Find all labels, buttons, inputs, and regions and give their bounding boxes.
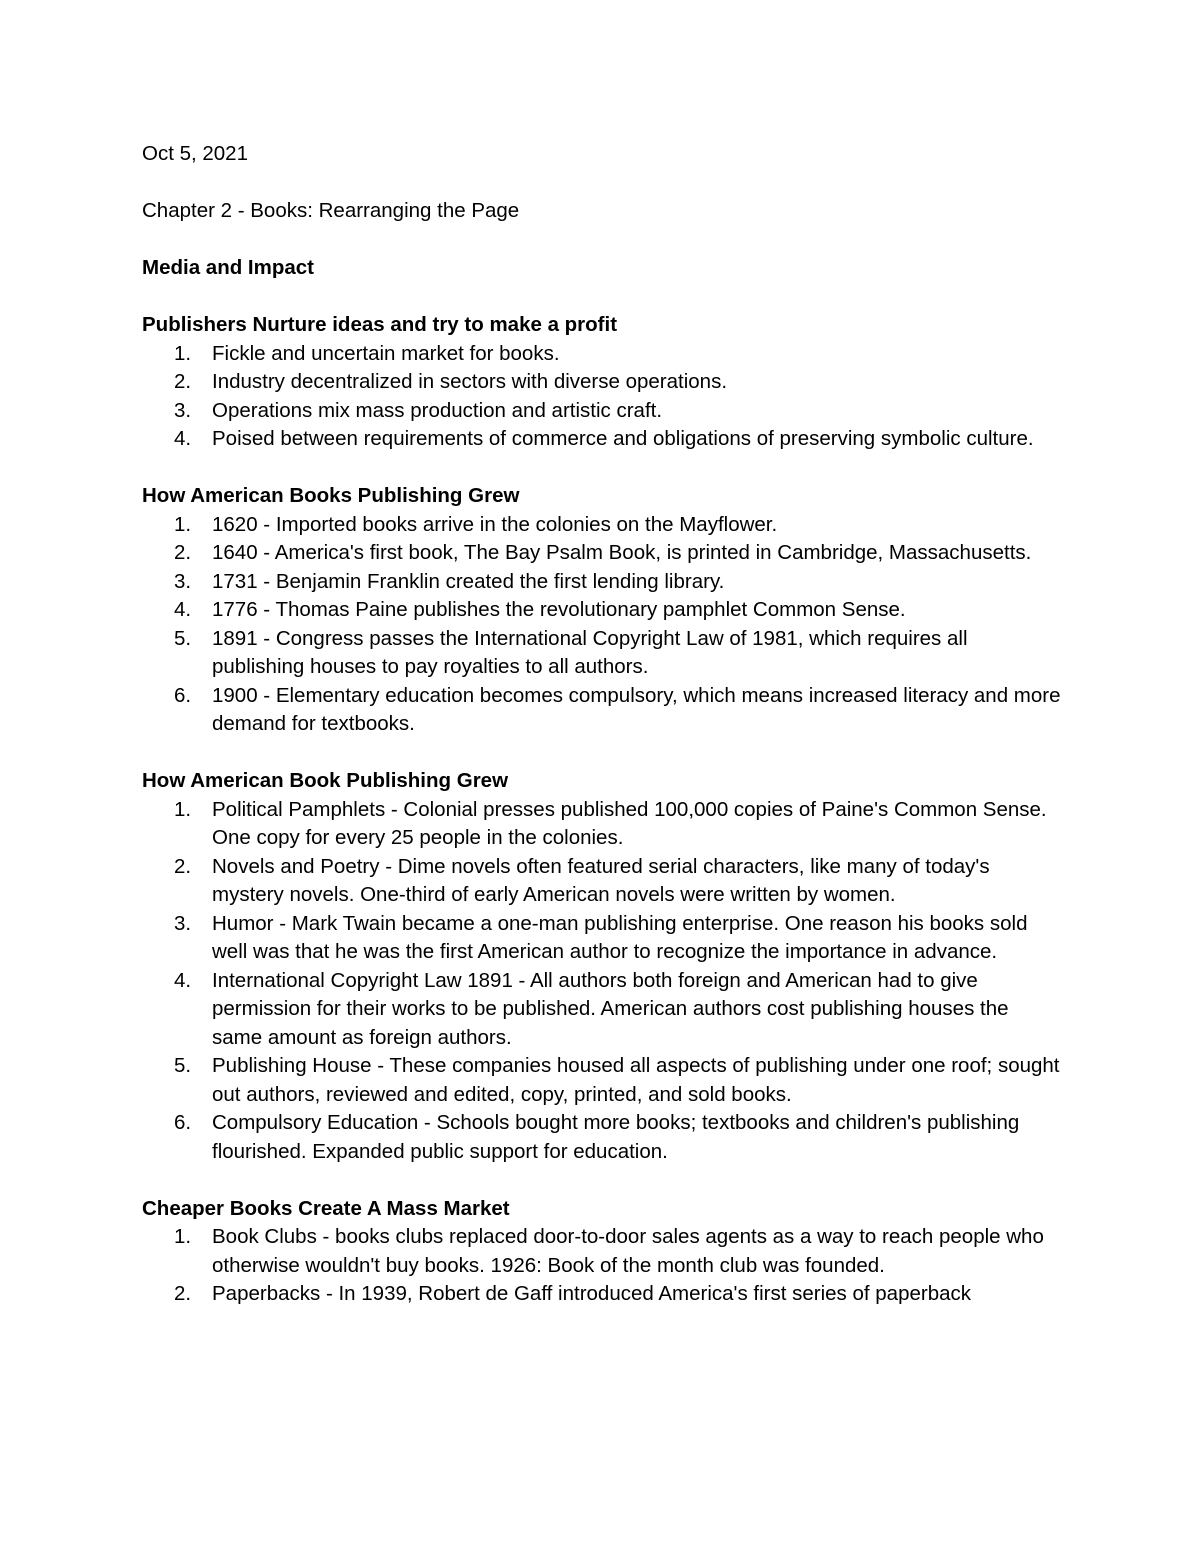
list-number: 1. — [174, 1225, 192, 1248]
list-number: 5. — [174, 1054, 192, 1077]
list-number: 1. — [174, 341, 192, 365]
list-item-text: 1891 - Congress passes the International Copyright Law of 1981, which requires all publishing houses to pay royalties to all authors. — [212, 626, 968, 678]
chapter-title: Chapter 2 - Books: Rearranging the Page — [142, 199, 520, 222]
list-item-text: 1640 - America's first book, The Bay Psalm Book, is printed in Cambridge, Massachusetts. — [212, 541, 1032, 564]
list-item-text: 1776 - Thomas Paine publishes the revolutionary pamphlet Common Sense. — [212, 598, 906, 621]
section-how-american-book-publishing-grew — [142, 767, 1062, 1166]
list-number: 5. — [174, 626, 192, 650]
list-item — [142, 397, 1062, 426]
list-item — [142, 539, 1062, 568]
section-how-american-books-publishing-grew — [142, 482, 1062, 739]
list-item — [142, 967, 1062, 1053]
list-item — [142, 682, 1062, 739]
list-item — [142, 425, 1062, 454]
document-date: Oct 5, 2021 — [142, 142, 248, 165]
numbered-list — [142, 511, 1062, 739]
list-item — [142, 1223, 1062, 1280]
list-number: 2. — [174, 370, 192, 393]
list-item-text: Publishing House - These companies housed all aspects of publishing under one roof; sought out authors, reviewed and edited, copy, printed, and sold books. — [212, 1054, 1060, 1106]
list-number: 6. — [174, 683, 192, 707]
list-item — [142, 596, 1062, 625]
list-item — [142, 340, 1062, 369]
list-item-text: Fickle and uncertain market for books. — [212, 341, 560, 365]
list-item — [142, 511, 1062, 540]
section-heading: How American Books Publishing Grew — [142, 484, 520, 507]
list-item — [142, 853, 1062, 910]
section-cheaper-books — [142, 1195, 1062, 1309]
list-item-text: Humor - Mark Twain became a one-man publishing enterprise. One reason his books sold well was that he was the first American author to recognize the importance in advance. — [212, 911, 1028, 963]
list-item-text: Industry decentralized in sectors with diverse operations. — [212, 370, 728, 393]
list-item-text: 1731 - Benjamin Franklin created the first lending library. — [212, 569, 725, 593]
list-number: 4. — [174, 427, 192, 450]
list-item — [142, 368, 1062, 397]
list-item-text: Paperbacks - In 1939, Robert de Gaff introduced America's first series of paperback — [212, 1282, 972, 1305]
list-item — [142, 1109, 1062, 1166]
list-item — [142, 568, 1062, 597]
list-item — [142, 1280, 1062, 1309]
list-number: 2. — [174, 854, 192, 878]
list-item-text: 1620 - Imported books arrive in the colonies on the Mayflower. — [212, 512, 778, 536]
list-number: 2. — [174, 541, 192, 564]
list-number: 4. — [174, 598, 192, 621]
list-number: 3. — [174, 398, 192, 422]
list-item-text: Poised between requirements of commerce and obligations of preserving symbolic culture. — [212, 427, 1034, 450]
list-number: 3. — [174, 911, 192, 935]
list-item — [142, 1052, 1062, 1109]
list-item-text: Novels and Poetry - Dime novels often featured serial characters, like many of today's mystery novels. One-third of early American novels were written by women. — [212, 854, 990, 906]
section-publishers-nurture — [142, 311, 1062, 454]
list-number: 1. — [174, 512, 192, 536]
numbered-list — [142, 1223, 1062, 1309]
list-item-text: Compulsory Education - Schools bought more books; textbooks and children's publishing flourished. Expanded public support for education. — [212, 1111, 1020, 1163]
list-item-text: 1900 - Elementary education becomes compulsory, which means increased literacy and more demand for textbooks. — [212, 683, 1061, 735]
list-item-text: Operations mix mass production and artistic craft. — [212, 398, 663, 422]
document-content — [142, 140, 1062, 1337]
list-number: 3. — [174, 569, 192, 593]
media-and-impact-heading: Media and Impact — [142, 256, 315, 279]
list-item-text: Political Pamphlets - Colonial presses published 100,000 copies of Paine's Common Sense. One copy for every 25 people in the colonies. — [212, 797, 1047, 849]
section-heading: Cheaper Books Create A Mass Market — [142, 1196, 510, 1220]
list-item — [142, 910, 1062, 967]
list-item-text: Book Clubs - books clubs replaced door-to-door sales agents as a way to reach people who otherwise wouldn't buy books. 1926: Book of the month club was founded. — [212, 1225, 1044, 1277]
list-number: 6. — [174, 1111, 192, 1134]
numbered-list — [142, 796, 1062, 1167]
section-heading: How American Book Publishing Grew — [142, 769, 509, 792]
list-item — [142, 796, 1062, 853]
list-number: 2. — [174, 1282, 192, 1305]
list-number: 1. — [174, 797, 192, 821]
numbered-list — [142, 340, 1062, 454]
list-number: 4. — [174, 968, 192, 992]
section-heading: Publishers Nurture ideas and try to make a profit — [142, 313, 618, 336]
list-item — [142, 625, 1062, 682]
list-item-text: International Copyright Law 1891 - All authors both foreign and American had to give permission for their works to be published. American authors cost publishing houses the same amount as foreign authors. — [212, 968, 1009, 1049]
